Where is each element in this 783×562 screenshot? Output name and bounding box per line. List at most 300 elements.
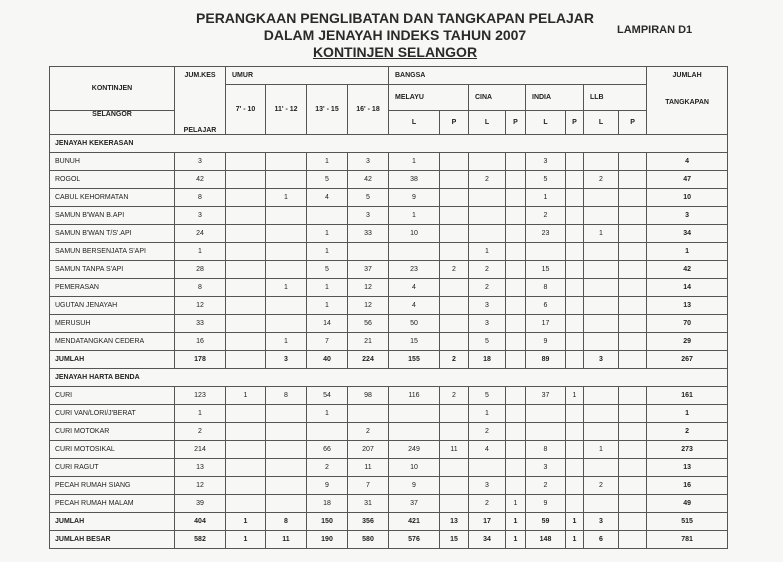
value-cell (566, 405, 584, 423)
value-cell: 1 (584, 225, 619, 243)
table-row (50, 459, 728, 477)
value-cell (226, 171, 266, 189)
section-total-row (50, 513, 728, 531)
value-cell (266, 495, 307, 513)
jumlah-tangkapan-cell: 47 (647, 171, 728, 189)
value-cell (469, 459, 506, 477)
value-cell: 2 (307, 459, 348, 477)
value-cell (619, 351, 647, 369)
row-label: JUMLAH BESAR (50, 531, 175, 549)
value-cell (440, 153, 469, 171)
table-row (50, 315, 728, 333)
header-jumkes (175, 67, 226, 135)
value-cell (566, 279, 584, 297)
value-cell: 54 (307, 387, 348, 405)
value-cell: 2 (584, 171, 619, 189)
value-cell: 2 (584, 477, 619, 495)
value-cell (619, 333, 647, 351)
table-row (50, 225, 728, 243)
header-selangor: SELANGOR (50, 110, 175, 135)
value-cell: 2 (348, 423, 389, 441)
value-cell (440, 225, 469, 243)
value-cell: 1 (526, 189, 566, 207)
value-cell: 8 (175, 189, 226, 207)
header-umur: UMUR (226, 67, 389, 85)
value-cell: 5 (307, 171, 348, 189)
value-cell (389, 405, 440, 423)
value-cell: 1 (307, 243, 348, 261)
value-cell: 6 (526, 297, 566, 315)
value-cell (266, 261, 307, 279)
table-row (50, 243, 728, 261)
table-row (50, 387, 728, 405)
value-cell: 37 (389, 495, 440, 513)
value-cell (566, 171, 584, 189)
value-cell: 1 (506, 495, 526, 513)
value-cell (226, 495, 266, 513)
row-label: PECAH RUMAH MALAM (50, 495, 175, 513)
appendix-label: LAMPIRAN D1 (617, 24, 693, 36)
value-cell (266, 225, 307, 243)
value-cell (348, 243, 389, 261)
value-cell: 1 (566, 387, 584, 405)
table-row (50, 477, 728, 495)
value-cell (440, 297, 469, 315)
value-cell (584, 243, 619, 261)
grand-total-row (50, 531, 728, 549)
value-cell (440, 405, 469, 423)
value-cell: 249 (389, 441, 440, 459)
row-label: BUNUH (50, 153, 175, 171)
value-cell: 1 (389, 207, 440, 225)
row-label: SAMUN BERSENJATA S'API (50, 243, 175, 261)
value-cell: 8 (175, 279, 226, 297)
jumlah-tangkapan-cell: 34 (647, 225, 728, 243)
value-cell (226, 153, 266, 171)
header-cina-p: P (506, 110, 526, 135)
row-label: MENDATANGKAN CEDERA (50, 333, 175, 351)
value-cell: 10 (389, 459, 440, 477)
value-cell: 38 (389, 171, 440, 189)
header-age-1: 11' - 12 (266, 85, 307, 135)
value-cell (619, 495, 647, 513)
value-cell (226, 279, 266, 297)
value-cell: 148 (526, 531, 566, 549)
value-cell: 1 (389, 153, 440, 171)
value-cell: 4 (469, 441, 506, 459)
jumlah-tangkapan-cell: 4 (647, 153, 728, 171)
value-cell (440, 333, 469, 351)
value-cell (307, 207, 348, 225)
value-cell (469, 207, 506, 225)
section-title: JENAYAH KEKERASAN (50, 135, 728, 153)
value-cell: 3 (469, 315, 506, 333)
value-cell (226, 297, 266, 315)
value-cell (440, 477, 469, 495)
header-jumlah-tangkapan (647, 67, 728, 135)
value-cell (506, 405, 526, 423)
section-title: JENAYAH HARTA BENDA (50, 369, 728, 387)
value-cell: 42 (348, 171, 389, 189)
value-cell (506, 243, 526, 261)
value-cell (506, 153, 526, 171)
value-cell (389, 423, 440, 441)
value-cell (566, 315, 584, 333)
value-cell (619, 387, 647, 405)
value-cell (584, 333, 619, 351)
section-header (50, 369, 728, 387)
table-row (50, 189, 728, 207)
row-label: MERUSUH (50, 315, 175, 333)
value-cell (506, 459, 526, 477)
value-cell (619, 153, 647, 171)
value-cell (506, 315, 526, 333)
value-cell: 7 (307, 333, 348, 351)
jumlah-tangkapan-cell: 14 (647, 279, 728, 297)
value-cell (619, 315, 647, 333)
value-cell (584, 189, 619, 207)
value-cell: 582 (175, 531, 226, 549)
value-cell: 3 (584, 513, 619, 531)
value-cell (526, 405, 566, 423)
value-cell (584, 153, 619, 171)
section-total-row (50, 351, 728, 369)
value-cell: 12 (348, 279, 389, 297)
value-cell: 1 (175, 243, 226, 261)
value-cell: 17 (469, 513, 506, 531)
jumlah-tangkapan-cell: 29 (647, 333, 728, 351)
value-cell: 33 (348, 225, 389, 243)
value-cell: 3 (175, 153, 226, 171)
jumlah-tangkapan-cell: 49 (647, 495, 728, 513)
value-cell: 9 (307, 477, 348, 495)
value-cell (469, 189, 506, 207)
header-age-0: 7' - 10 (226, 85, 266, 135)
row-label: CURI MOTOKAR (50, 423, 175, 441)
row-label: ROGOL (50, 171, 175, 189)
header-race-cina: CINA (469, 85, 526, 111)
value-cell: 39 (175, 495, 226, 513)
jumlah-tangkapan-cell: 10 (647, 189, 728, 207)
value-cell: 116 (389, 387, 440, 405)
value-cell: 9 (526, 333, 566, 351)
value-cell (584, 423, 619, 441)
value-cell (506, 333, 526, 351)
value-cell (619, 279, 647, 297)
header-india-p: P (566, 110, 584, 135)
value-cell: 37 (526, 387, 566, 405)
value-cell: 1 (307, 153, 348, 171)
value-cell (566, 333, 584, 351)
value-cell: 5 (348, 189, 389, 207)
value-cell (226, 405, 266, 423)
value-cell: 8 (526, 441, 566, 459)
value-cell: 214 (175, 441, 226, 459)
value-cell: 3 (175, 207, 226, 225)
value-cell: 1 (266, 189, 307, 207)
value-cell (566, 477, 584, 495)
document-title (150, 10, 640, 61)
value-cell: 2 (469, 171, 506, 189)
value-cell: 98 (348, 387, 389, 405)
jumlah-tangkapan-cell: 1 (647, 243, 728, 261)
value-cell (440, 279, 469, 297)
value-cell (619, 261, 647, 279)
value-cell: 1 (266, 333, 307, 351)
value-cell (506, 261, 526, 279)
header-age-2: 13' - 15 (307, 85, 348, 135)
value-cell (566, 495, 584, 513)
value-cell: 3 (469, 477, 506, 495)
value-cell: 356 (348, 513, 389, 531)
value-cell (226, 315, 266, 333)
value-cell: 1 (469, 405, 506, 423)
value-cell (619, 441, 647, 459)
row-label: JUMLAH (50, 513, 175, 531)
table-row (50, 279, 728, 297)
value-cell (619, 189, 647, 207)
value-cell: 207 (348, 441, 389, 459)
value-cell: 11 (348, 459, 389, 477)
value-cell (584, 405, 619, 423)
jumlah-tangkapan-cell: 273 (647, 441, 728, 459)
value-cell (566, 423, 584, 441)
table-row (50, 333, 728, 351)
value-cell: 580 (348, 531, 389, 549)
value-cell (226, 243, 266, 261)
header-race-melayu: MELAYU (389, 85, 469, 111)
value-cell: 5 (469, 387, 506, 405)
row-label: SAMUN B'WAN T/S'.API (50, 225, 175, 243)
value-cell: 11 (266, 531, 307, 549)
value-cell: 178 (175, 351, 226, 369)
value-cell (619, 477, 647, 495)
value-cell: 15 (526, 261, 566, 279)
value-cell: 123 (175, 387, 226, 405)
value-cell (619, 243, 647, 261)
value-cell (226, 225, 266, 243)
value-cell: 576 (389, 531, 440, 549)
value-cell (266, 207, 307, 225)
value-cell (440, 459, 469, 477)
value-cell (506, 189, 526, 207)
value-cell (266, 477, 307, 495)
table-row (50, 405, 728, 423)
value-cell: 89 (526, 351, 566, 369)
value-cell: 1 (226, 513, 266, 531)
value-cell: 12 (175, 297, 226, 315)
table-body (50, 135, 728, 549)
value-cell (566, 207, 584, 225)
value-cell (506, 477, 526, 495)
value-cell (566, 225, 584, 243)
table-row (50, 297, 728, 315)
row-label: CURI (50, 387, 175, 405)
value-cell: 2 (469, 261, 506, 279)
jumlah-tangkapan-cell: 3 (647, 207, 728, 225)
value-cell (348, 405, 389, 423)
value-cell (469, 225, 506, 243)
value-cell (566, 297, 584, 315)
value-cell (266, 459, 307, 477)
value-cell (619, 423, 647, 441)
header-melayu-l: L (389, 110, 440, 135)
row-label: CURI VAN/LORI/J'BERAT (50, 405, 175, 423)
header-kontinjen: KONTINJEN (50, 67, 175, 111)
section-header (50, 135, 728, 153)
value-cell (266, 441, 307, 459)
value-cell: 4 (389, 297, 440, 315)
value-cell (566, 261, 584, 279)
table-row (50, 171, 728, 189)
jumlah-tangkapan-cell: 781 (647, 531, 728, 549)
value-cell: 18 (307, 495, 348, 513)
value-cell: 3 (526, 153, 566, 171)
value-cell: 28 (175, 261, 226, 279)
value-cell (566, 459, 584, 477)
value-cell (226, 441, 266, 459)
jumlah-tangkapan-cell: 70 (647, 315, 728, 333)
value-cell (506, 279, 526, 297)
value-cell (566, 153, 584, 171)
jumlah-tangkapan-cell: 267 (647, 351, 728, 369)
header-age-3: 16' - 18 (348, 85, 389, 135)
value-cell (584, 207, 619, 225)
value-cell (506, 171, 526, 189)
value-cell: 50 (389, 315, 440, 333)
value-cell (440, 207, 469, 225)
value-cell: 1 (307, 297, 348, 315)
value-cell (226, 351, 266, 369)
header-jumkes-label: JUM.KES (184, 72, 216, 79)
value-cell: 12 (348, 297, 389, 315)
value-cell: 1 (266, 279, 307, 297)
jumlah-tangkapan-cell: 13 (647, 459, 728, 477)
value-cell: 1 (469, 243, 506, 261)
value-cell: 34 (469, 531, 506, 549)
header-cina-l: L (469, 110, 506, 135)
value-cell: 13 (440, 513, 469, 531)
value-cell: 24 (175, 225, 226, 243)
header-tangkapan-label: TANGKAPAN (665, 99, 709, 106)
header-llb-p: P (619, 110, 647, 135)
value-cell: 3 (266, 351, 307, 369)
value-cell: 37 (348, 261, 389, 279)
value-cell (226, 333, 266, 351)
value-cell: 1 (506, 513, 526, 531)
value-cell: 1 (226, 531, 266, 549)
value-cell: 6 (584, 531, 619, 549)
header-race-llb: LLB (584, 85, 647, 111)
value-cell (440, 171, 469, 189)
value-cell: 7 (348, 477, 389, 495)
header-melayu-p: P (440, 110, 469, 135)
value-cell (584, 279, 619, 297)
row-label: UGUTAN JENAYAH (50, 297, 175, 315)
value-cell: 5 (526, 171, 566, 189)
value-cell: 150 (307, 513, 348, 531)
value-cell: 42 (175, 171, 226, 189)
value-cell: 2 (440, 351, 469, 369)
header-india-l: L (526, 110, 566, 135)
table-row (50, 495, 728, 513)
value-cell: 56 (348, 315, 389, 333)
value-cell (226, 189, 266, 207)
title-line-1: PERANGKAAN PENGLIBATAN DAN TANGKAPAN PELAJAR (196, 10, 594, 26)
value-cell: 404 (175, 513, 226, 531)
value-cell (266, 243, 307, 261)
value-cell: 3 (526, 459, 566, 477)
row-label: JUMLAH (50, 351, 175, 369)
value-cell (226, 207, 266, 225)
value-cell: 18 (469, 351, 506, 369)
value-cell: 33 (175, 315, 226, 333)
value-cell (566, 441, 584, 459)
value-cell (506, 225, 526, 243)
jumlah-tangkapan-cell: 13 (647, 297, 728, 315)
value-cell (619, 297, 647, 315)
header-llb-l: L (584, 110, 619, 135)
value-cell (506, 207, 526, 225)
value-cell: 16 (175, 333, 226, 351)
value-cell (226, 477, 266, 495)
value-cell: 17 (526, 315, 566, 333)
value-cell (506, 387, 526, 405)
value-cell (506, 423, 526, 441)
value-cell: 3 (584, 351, 619, 369)
value-cell (506, 351, 526, 369)
value-cell: 15 (440, 531, 469, 549)
value-cell (226, 261, 266, 279)
value-cell: 14 (307, 315, 348, 333)
value-cell: 13 (175, 459, 226, 477)
table-row (50, 153, 728, 171)
table-row (50, 423, 728, 441)
value-cell: 11 (440, 441, 469, 459)
value-cell (389, 243, 440, 261)
jumlah-tangkapan-cell: 2 (647, 423, 728, 441)
value-cell: 9 (526, 495, 566, 513)
row-label: PEMERASAN (50, 279, 175, 297)
value-cell: 2 (469, 495, 506, 513)
value-cell: 1 (566, 531, 584, 549)
value-cell (584, 495, 619, 513)
value-cell (566, 351, 584, 369)
header-bangsa: BANGSA (389, 67, 647, 85)
value-cell: 21 (348, 333, 389, 351)
jumlah-tangkapan-cell: 16 (647, 477, 728, 495)
value-cell: 190 (307, 531, 348, 549)
value-cell: 40 (307, 351, 348, 369)
statistics-table (49, 66, 728, 549)
value-cell: 2 (469, 279, 506, 297)
value-cell (619, 207, 647, 225)
value-cell (266, 405, 307, 423)
jumlah-tangkapan-cell: 42 (647, 261, 728, 279)
value-cell: 1 (307, 225, 348, 243)
value-cell (619, 459, 647, 477)
value-cell: 15 (389, 333, 440, 351)
value-cell: 59 (526, 513, 566, 531)
value-cell: 5 (307, 261, 348, 279)
row-label: CURI RAGUT (50, 459, 175, 477)
value-cell: 1 (307, 405, 348, 423)
value-cell: 3 (348, 153, 389, 171)
value-cell: 23 (389, 261, 440, 279)
table-row (50, 261, 728, 279)
value-cell: 9 (389, 477, 440, 495)
jumlah-tangkapan-cell: 161 (647, 387, 728, 405)
